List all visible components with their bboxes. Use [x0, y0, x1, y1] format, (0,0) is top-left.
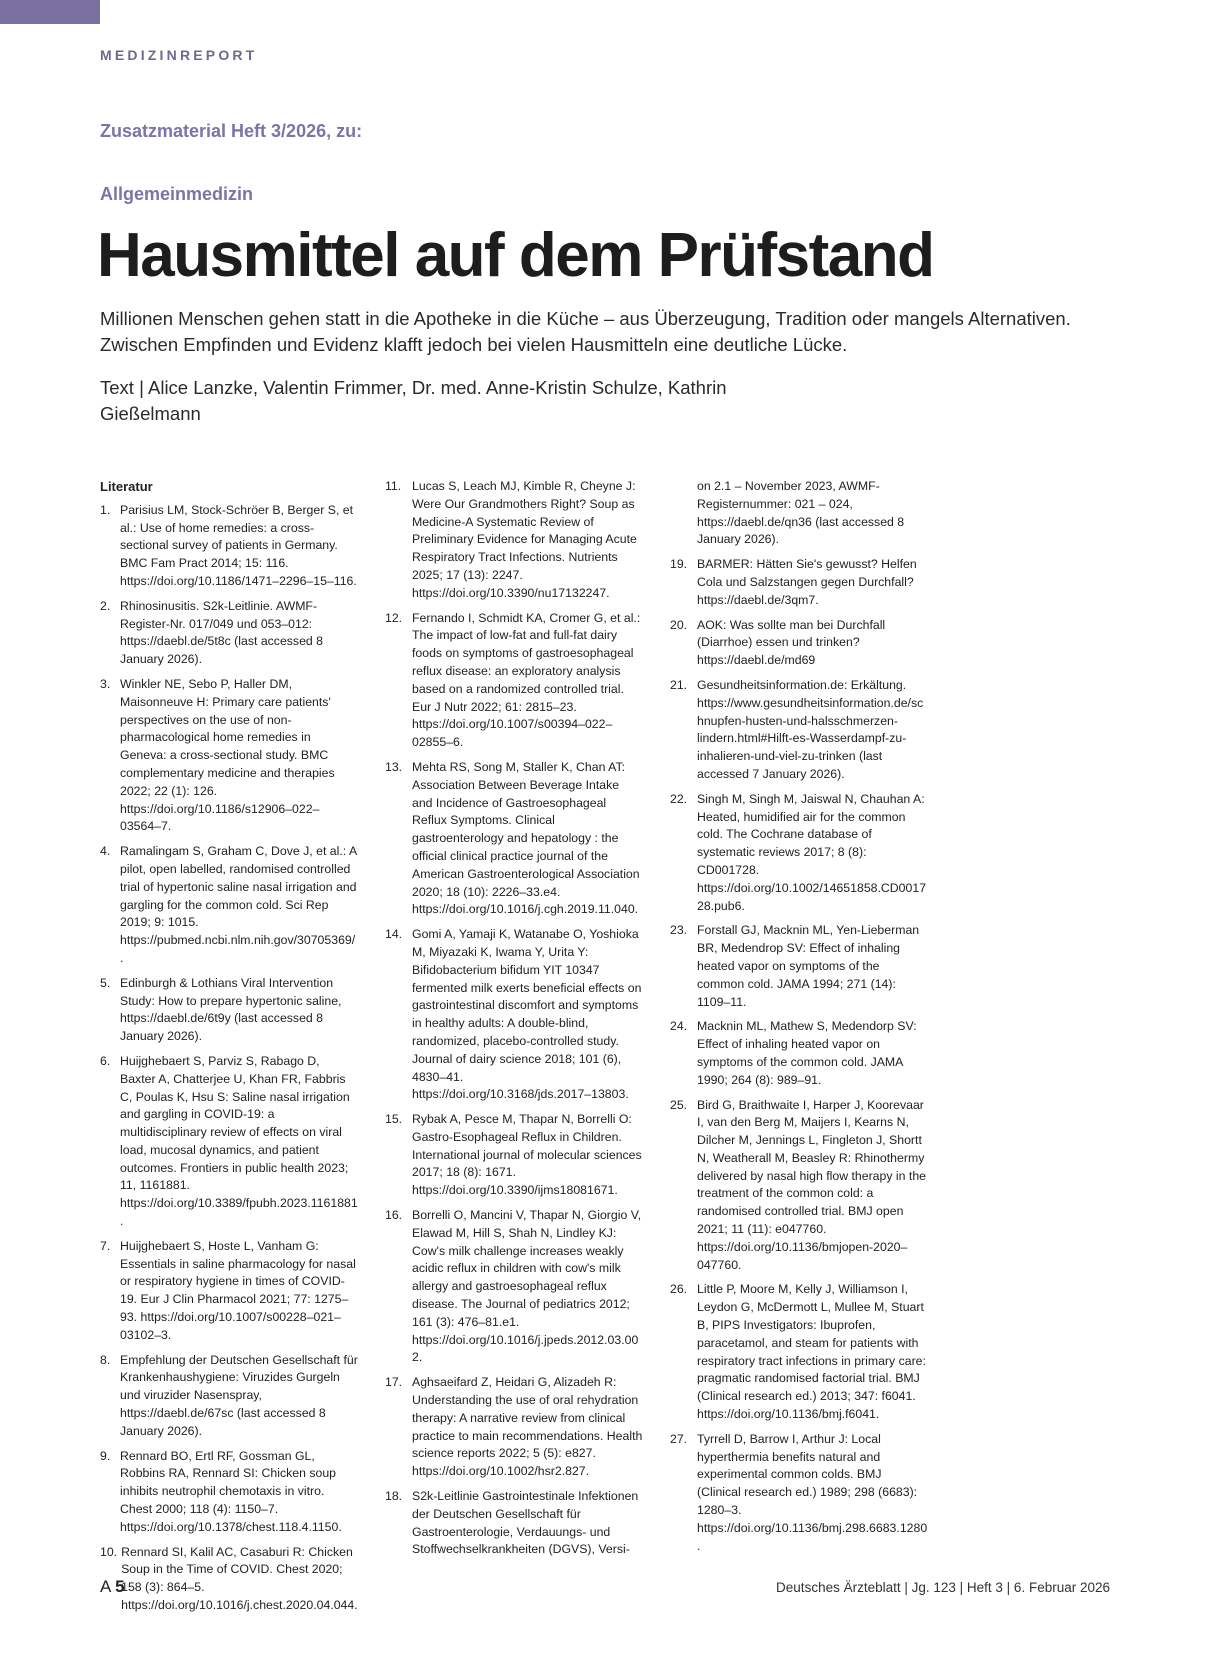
reference-continuation: on 2.1 – November 2023, AWMF-Registernummer: 021 – 024, https://daebl.de/qn36 (last accessed 8 January 2026).: [697, 479, 905, 547]
reference-text: Singh M, Singh M, Jaiswal N, Chauhan A: Heated, humidified air for the common cold. The Cochrane database of systematic reviews 2017; 8 (8): CD001728. https://doi.org/10.1002/14651858.CD001728.pub6.: [697, 791, 927, 913]
reference-number: 23.: [670, 923, 688, 938]
reference-text: Rybak A, Pesce M, Thapar N, Borrelli O: Gastro-Esophageal Reflux in Children. International journal of molecular sciences 2017; 18 (8): 1671. https://doi.org/10.3390/ijms18081671.: [412, 1112, 642, 1198]
reference-item: [670, 922, 928, 1011]
page-number-value: 5: [115, 1577, 125, 1596]
reference-item: [385, 759, 643, 919]
reference-item: [385, 926, 643, 1104]
reference-item: [385, 1111, 643, 1200]
reference-text: Mehta RS, Song M, Staller K, Chan AT: Association Between Beverage Intake and Incidence of Gastroesophageal Reflux Symptoms. Clinical gastroenterology and hepatology : the official clinical practice journal of the American Gastroenterological Association 2020; 18 (10): 2226–33.e4. https://doi.org/10.1016/j.cgh.2019.11.040.: [412, 759, 640, 917]
reference-item: [670, 1018, 928, 1089]
reference-number: 21.: [670, 677, 688, 692]
reference-item: [670, 1097, 928, 1275]
reference-number: 2.: [100, 598, 111, 613]
reference-number: 18.: [385, 1489, 403, 1504]
reference-text: Huijghebaert S, Parviz S, Rabago D, Baxter A, Chatterjee U, Khan FR, Fabbris C, Poulas K, Hsu S: Saline nasal irrigation and gargling in COVID-19: a multidisciplinary review of effects on viral load, mucosal dynamics, and patient outcomes. Frontiers in public health 2023; 11, 1161881. https://doi.org/10.3389/fpubh.2023.1161881.: [120, 1053, 358, 1229]
reference-item: [100, 1544, 358, 1615]
reference-text: Empfehlung der Deutschen Gesellschaft für Krankenhaushygiene: Viruzides Gurgeln und viruzider Nasenspray, https://daebl.de/67sc (last accessed 8 January 2026).: [120, 1352, 358, 1438]
reference-number: 14.: [385, 927, 403, 942]
reference-text: Gesundheitsinformation.de: Erkältung. https://www.gesundheitsinformation.de/schnupfen-husten-und-halsschmerzen-lindern.html#Hilft-es-Wasserdampf-zu-inhalieren-und-viel-zu-trinken (last accessed 7 January 2026).: [697, 677, 924, 781]
journal-footer: Deutsches Ärzteblatt | Jg. 123 | Heft 3 | 6. Februar 2026: [776, 1580, 1110, 1595]
reference-text: Edinburgh & Lothians Viral Intervention Study: How to prepare hypertonic saline, https://daebl.de/6t9y (last accessed 8 January 2026).: [120, 975, 342, 1044]
reference-number: 17.: [385, 1375, 403, 1390]
reference-item: [385, 1207, 643, 1367]
page-number: [100, 1577, 125, 1597]
reference-text: S2k-Leitlinie Gastrointestinale Infektionen der Deutschen Gesellschaft für Gastroenterologie, Verdauungs- und Stoffwechselkrankheiten (DGVS), Versi-: [412, 1489, 639, 1557]
reference-number: 5.: [100, 975, 111, 990]
reference-item: [100, 975, 358, 1046]
reference-text: Parisius LM, Stock-Schröer B, Berger S, et al.: Use of home remedies: a cross-sectional survey of patients in Germany. BMC Fam Pract 2014; 15: 116. https://doi.org/10.1186/1471–2296–15–116.: [120, 502, 357, 588]
reference-number: 19.: [670, 557, 688, 572]
reference-column-1: [100, 478, 358, 1622]
reference-item: [670, 1281, 928, 1423]
reference-number: 16.: [385, 1208, 403, 1223]
reference-text: Huijghebaert S, Hoste L, Vanham G: Essentials in saline pharmacology for nasal or respiratory hygiene in times of COVID-19. Eur J Clin Pharmacol 2021; 77: 1275–93. https://doi.org/10.1007/s00228–021–03102–3.: [120, 1238, 356, 1342]
reference-number: 10.: [100, 1544, 118, 1559]
reference-item: [100, 676, 358, 836]
reference-number: 25.: [670, 1097, 688, 1112]
reference-item: [100, 843, 358, 968]
corner-color-bar: [0, 0, 100, 24]
reference-text: Ramalingam S, Graham C, Dove J, et al.: A pilot, open labelled, randomised controlled trial of hypertonic saline nasal irrigation and gargling for the common cold. Sci Rep 2019; 9: 1015. https://pubmed.ncbi.nlm.nih.gov/30705369/.: [120, 844, 357, 965]
reference-item: [670, 791, 928, 916]
reference-text: Lucas S, Leach MJ, Kimble R, Cheyne J: Were Our Grandmothers Right? Soup as Medicine-A Systematic Review of Preliminary Evidence for Managing Acute Respiratory Tract Infections. Nutrients 2025; 17 (13): 2247. https://doi.org/10.3390/nu17132247.: [412, 479, 637, 600]
reference-text: Gomi A, Yamaji K, Watanabe O, Yoshioka M, Miyazaki K, Iwama Y, Urita Y: Bifidobacterium bifidum YIT 10347 fermented milk exerts beneficial effects on gastrointestinal discomfort and symptoms in healthy adults: A double-blind, randomized, placebo-controlled study. Journal of dairy science 2018; 101 (6), 4830–41. https://doi.org/10.3168/jds.2017–13803.: [412, 927, 642, 1102]
page-title: Hausmittel auf dem Prüfstand: [97, 221, 934, 290]
reference-column-3: [670, 478, 928, 1562]
reference-number: 22.: [670, 791, 688, 806]
reference-number: 4.: [100, 844, 111, 859]
page-prefix: A: [100, 1577, 111, 1596]
reference-text: Forstall GJ, Macknin ML, Yen-Lieberman BR, Medendrop SV: Effect of inhaling heated vapor on symptoms of the common cold. JAMA 1994; 271 (14): 1109–11.: [697, 923, 920, 1009]
reference-text: Tyrrell D, Barrow I, Arthur J: Local hyperthermia benefits natural and experimental common colds. BMJ (Clinical research ed.) 1989; 298 (6683): 1280–3. https://doi.org/10.1136/bmj.298.6683.1280.: [697, 1431, 928, 1553]
supplement-note: Zusatzmaterial Heft 3/2026, zu:: [100, 121, 363, 141]
rubric-label: Allgemeinmedizin: [100, 184, 254, 204]
reference-number: 24.: [670, 1019, 688, 1034]
reference-number: 15.: [385, 1112, 403, 1127]
reference-text: Rhinosinusitis. S2k-Leitlinie. AWMF-Register-Nr. 017/049 und 053–012: https://daebl.de/5t8c (last accessed 8 January 2026).: [120, 598, 324, 667]
literature-heading: Literatur: [100, 479, 153, 494]
reference-number: 13.: [385, 759, 403, 774]
author-line: Text | Alice Lanzke, Valentin Frimmer, Dr. med. Anne-Kristin Schulze, Kathrin Gießelmann: [100, 377, 727, 424]
reference-number: 1.: [100, 502, 111, 517]
reference-number: 11.: [385, 479, 402, 493]
reference-number: 9.: [100, 1448, 111, 1463]
reference-number: 12.: [385, 610, 403, 625]
lead-paragraph: Millionen Menschen gehen statt in die Apotheke in die Küche – aus Überzeugung, Tradition oder mangels Alternativen. Zwischen Empfinden und Evidenz klafft jedoch bei vielen Hausmitteln eine deutliche Lücke.: [100, 308, 1071, 355]
reference-text: BARMER: Hätten Sie's gewusst? Helfen Cola und Salzstangen gegen Durchfall? https://daebl.de/3qm7.: [697, 557, 917, 607]
reference-item: [670, 556, 928, 609]
reference-text: Fernando I, Schmidt KA, Cromer G, et al.: The impact of low-fat and full-fat dairy foods on symptoms of gastroesophageal reflux disease: an exploratory analysis based on a randomized controlled trial. Eur J Nutr 2022; 61: 2815–23. https://doi.org/10.1007/s00394–022–02855–6.: [412, 610, 641, 750]
reference-item: [670, 617, 928, 670]
reference-number: 27.: [670, 1431, 688, 1446]
reference-item: [100, 502, 358, 591]
reference-item: [100, 598, 358, 669]
reference-text: Rennard SI, Kalil AC, Casaburi R: Chicken Soup in the Time of COVID. Chest 2020; 158 (3): 864–5. https://doi.org/10.1016/j.chest.2020.04.044.: [121, 1544, 358, 1613]
reference-item: [385, 1488, 643, 1559]
reference-item: [670, 1431, 928, 1556]
section-label: MEDIZINREPORT: [100, 47, 258, 63]
reference-text: Borrelli O, Mancini V, Thapar N, Giorgio V, Elawad M, Hill S, Shah N, Lindley KJ: Cow's milk challenge increases weakly acidic reflux in children with cow's milk allergy and gastroesophageal reflux disease. The Journal of pediatrics 2012; 161 (3): 476–81.e1. https://doi.org/10.1016/j.jpeds.2012.03.002.: [412, 1208, 642, 1365]
reference-text: Aghsaeifard Z, Heidari G, Alizadeh R: Understanding the use of oral rehydration therapy: A narrative review from clinical practice to main recommendations. Health science reports 2022; 5 (5): e827. https://doi.org/10.1002/hsr2.827.: [412, 1375, 643, 1479]
reference-text: Bird G, Braithwaite I, Harper J, Koorevaar I, van den Berg M, Maijers I, Kearns N, Dilcher M, Jennings L, Fingleton J, Shortt N, Weatherall M, Beasley R: Rhinothermy delivered by nasal high flow therapy in the treatment of the common cold: a randomised controlled trial. BMJ open 2021; 11 (11): e047760. https://doi.org/10.1136/bmjopen-2020–047760.: [697, 1097, 926, 1272]
reference-item: [385, 610, 643, 752]
reference-number: 6.: [100, 1053, 111, 1068]
reference-item: [670, 677, 928, 784]
reference-text: Rennard BO, Ertl RF, Gossman GL, Robbins RA, Rennard SI: Chicken soup inhibits neutrophil chemotaxis in vitro. Chest 2000; 118 (4): 1150–7. https://doi.org/10.1378/chest.118.4.1150.: [120, 1448, 342, 1534]
reference-item: [100, 1448, 358, 1537]
reference-item: [100, 1238, 358, 1345]
reference-text: Macknin ML, Mathew S, Medendorp SV: Effect of inhaling heated vapor on symptoms of the common cold. JAMA 1990; 264 (8): 989–91.: [697, 1019, 917, 1087]
reference-item: [385, 478, 643, 603]
reference-item: [100, 1352, 358, 1441]
reference-number: 20.: [670, 617, 688, 632]
reference-number: 7.: [100, 1238, 111, 1253]
reference-number: 8.: [100, 1352, 111, 1367]
reference-text: Little P, Moore M, Kelly J, Williamson I, Leydon G, McDermott L, Mullee M, Stuart B, PIPS Investigators: Ibuprofen, paracetamol, and steam for patients with respiratory tract infections in primary care: pragmatic randomised factorial trial. BMJ (Clinical research ed.) 2013; 347: f6041. https://doi.org/10.1136/bmj.f6041.: [697, 1282, 926, 1422]
reference-item: [100, 1053, 358, 1231]
reference-column-2: [385, 478, 643, 1566]
reference-text: AOK: Was sollte man bei Durchfall (Diarrhoe) essen und trinken? https://daebl.de/md69: [697, 617, 886, 668]
reference-text: Winkler NE, Sebo P, Haller DM, Maisonneuve H: Primary care patients' perspectives on the use of non-pharmacological home remedies in Geneva: a cross-sectional study. BMC complementary medicine and therapies 2022; 22 (1): 126. https://doi.org/10.1186/s12906–022–03564–7.: [120, 676, 335, 834]
reference-number: 26.: [670, 1282, 688, 1297]
reference-number: 3.: [100, 676, 111, 691]
reference-item: [385, 1374, 643, 1481]
